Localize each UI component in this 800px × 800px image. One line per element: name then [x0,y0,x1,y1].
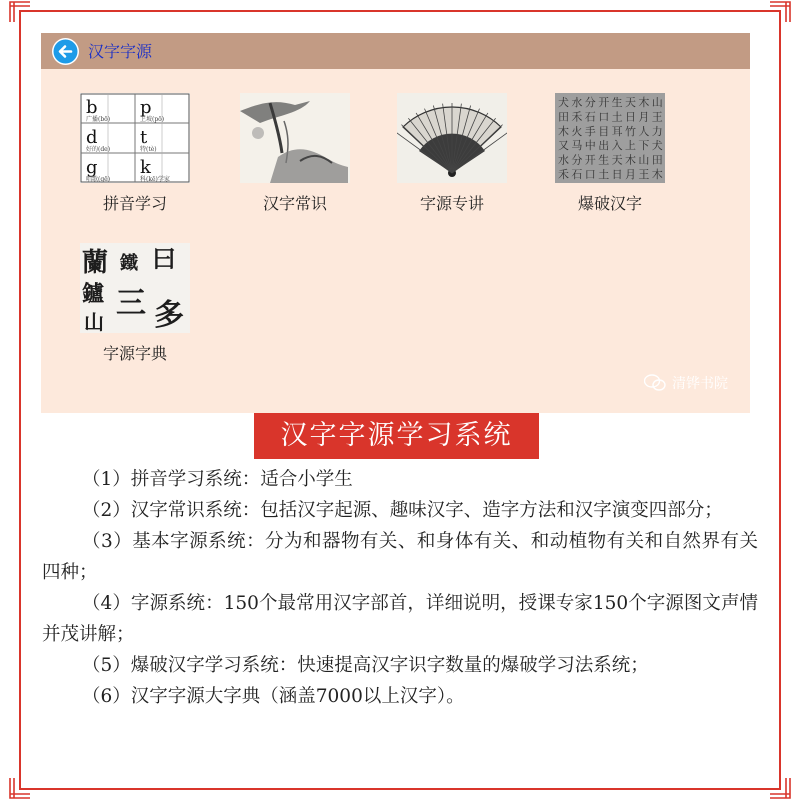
grid-character: 口 [598,110,610,124]
ancient-glyph: 多 [154,298,184,333]
grid-character: 土 [598,168,610,181]
ink-landscape-icon [240,93,350,183]
back-button[interactable] [52,38,79,65]
grid-character: 土 [611,110,623,124]
ancient-script-icon [80,243,190,333]
grid-character: 王 [651,110,663,124]
tile-label: 汉字常识 [262,194,327,213]
grid-character: 上 [625,139,636,153]
feature-item-5: （5）爆破汉字学习系统：快速提高汉字识字数量的爆破学习法系统； [82,655,649,676]
pinyin-word: 科(kē)学家 [140,176,170,183]
grid-character: 分 [571,153,583,167]
grid-character: 木 [558,124,569,138]
pinyin-letter: d [86,127,98,148]
grid-character: 禾 [558,168,569,181]
pinyin-letter: t [140,127,148,148]
grid-character: 又 [558,139,569,153]
ancient-glyph: 三 [116,286,146,321]
grid-character: 开 [584,153,596,167]
pinyin-word: 好的(de) [86,146,111,153]
grid-character: 田 [558,110,569,124]
corner-ornament-icon [8,0,30,22]
grid-character: 力 [651,124,663,138]
tile-label: 字源专讲 [419,194,484,213]
pinyin-card-icon [80,93,190,183]
folding-fan-icon [397,93,507,183]
feature-item-2: （2）汉字常识系统：包括汉字起源、趣味汉字、造字方法和汉字演变四部分； [82,500,723,521]
corner-ornament-icon [770,778,792,800]
grid-character: 田 [651,153,663,167]
grid-character: 日 [611,168,623,181]
tile-blast-characters[interactable] [540,93,680,214]
pinyin-letter: p [140,97,152,118]
grid-character: 月 [638,110,650,124]
tile-pinyin-learning[interactable] [65,93,205,214]
grid-character: 木 [638,96,650,109]
grid-character: 石 [571,168,583,181]
feature-item-3: （3）基本字源系统：分为和器物有关、和身体有关、和动植物有关和自然界有关四种； [42,531,758,583]
grid-character: 犬 [558,96,569,109]
watermark-text: 清铧书院 [672,376,728,392]
grid-character: 马 [571,139,583,153]
ancient-glyph: 鑪 [82,281,105,307]
tile-etymology-lectures[interactable] [382,93,522,214]
grid-character: 天 [625,96,636,109]
feature-item-4: （4）字源系统：150个最常用汉字部首，详细说明，授课专家150个字源图文声情并茂讲解； [42,593,758,645]
grid-character: 王 [638,168,650,181]
grid-character: 分 [584,96,596,109]
corner-ornament-icon [770,0,792,22]
tile-label: 拼音学习 [102,194,167,213]
character-grid-icon [555,93,665,183]
pinyin-word: 特(tè) [140,146,157,153]
grid-character: 生 [611,96,623,109]
pinyin-word: 唱歌(gē) [86,176,111,183]
grid-character: 水 [558,153,569,167]
grid-character: 禾 [571,110,583,124]
back-arrow-icon [52,38,79,65]
system-title-banner: 汉字字源学习系统 [254,413,539,459]
pinyin-word: 上坡(pō) [140,116,165,123]
grid-character: 竹 [625,124,636,138]
grid-character: 口 [584,168,596,181]
feature-item-6: （6）汉字字源大字典（涵盖7000以上汉字）。 [82,686,465,707]
grid-character: 犬 [651,139,663,153]
tile-etymology-dictionary[interactable] [65,243,205,364]
feature-item-1: （1）拼音学习系统：适合小学生 [82,469,353,490]
tile-character-knowledge[interactable] [225,93,365,214]
grid-character: 山 [651,96,663,109]
grid-character: 火 [571,124,583,138]
ancient-glyph: 山 [84,310,104,333]
grid-character: 水 [571,96,583,109]
grid-character: 入 [611,139,623,153]
grid-character: 人 [638,124,650,138]
grid-character: 天 [611,153,623,167]
grid-character: 石 [584,110,596,124]
ancient-glyph: 蘭 [82,248,109,278]
wechat-icon [644,374,666,392]
grid-character: 出 [598,139,610,153]
grid-character: 中 [584,139,596,153]
feature-description [42,464,758,712]
grid-character: 手 [584,124,596,138]
grid-character: 下 [638,139,650,153]
app-header [41,33,750,69]
grid-character: 木 [651,168,663,181]
grid-character: 生 [598,153,610,167]
tile-label: 字源字典 [102,344,167,363]
watermark [644,373,728,393]
pinyin-letter: b [86,97,98,118]
grid-character: 月 [625,168,636,181]
grid-character: 开 [598,96,610,109]
pinyin-letter: k [140,157,151,178]
grid-character: 木 [625,153,636,167]
app-title: 汉字字源 [88,42,153,61]
grid-character: 山 [638,153,650,167]
ancient-glyph: 曰 [152,244,176,273]
app-screen [41,33,750,413]
tile-label: 爆破汉字 [577,194,642,213]
pinyin-word: 广播(bō) [86,116,111,123]
grid-character: 目 [598,124,610,138]
grid-character: 日 [625,110,636,124]
ancient-glyph: 鐵 [120,253,138,274]
pinyin-letter: g [86,157,98,178]
grid-character: 耳 [611,124,623,138]
corner-ornament-icon [8,778,30,800]
